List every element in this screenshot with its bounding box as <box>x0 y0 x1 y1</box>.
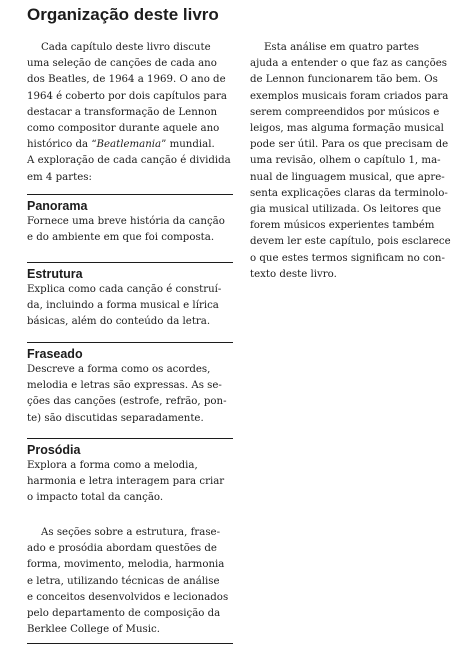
right-line: o que estes termos significam no con- <box>250 252 445 264</box>
section-line: Descreve a forma como os acordes, <box>27 364 211 375</box>
section-line: básicas, além do conteúdo da letra. <box>27 316 211 328</box>
section-line: ções das canções (estrofe, refrão, pon- <box>27 396 227 408</box>
intro-line: em 4 partes: <box>27 171 92 183</box>
section-heading: Estrutura <box>27 267 83 281</box>
section-line: Explica como cada canção é construí- <box>27 284 222 295</box>
section-estrutura <box>27 262 233 331</box>
section-divider <box>27 342 233 343</box>
section-line: harmonia e letra interagem para criar <box>27 476 225 488</box>
closing-line: pelo departamento de composição da <box>27 608 221 620</box>
section-prosodia <box>27 438 233 507</box>
right-line: texto deste livro. <box>250 268 337 280</box>
page-title: Organização deste livro <box>27 5 219 24</box>
beatlemania-emphasis: Beatlemania <box>96 139 162 151</box>
section-line: melodia e letras são expressas. As se- <box>27 380 222 392</box>
closing-line: ado e prosódia abordam questões de <box>27 543 217 555</box>
right-line: forem músicos experientes também <box>250 220 435 232</box>
closing-paragraph <box>27 525 233 638</box>
intro-line: como compositor durante aquele ano <box>27 123 220 135</box>
section-line: Fornece uma breve história da canção <box>27 216 225 227</box>
section-fraseado <box>27 342 233 427</box>
right-line: senta explicações claras da terminolo- <box>250 187 448 199</box>
right-line: uma revisão, olhem o capítulo 1, ma- <box>250 155 441 167</box>
intro-line: uma seleção de canções de cada ano <box>27 58 217 70</box>
section-line: te) são discutidas separadamente. <box>27 412 204 424</box>
right-line: ajuda a entender o que faz as canções <box>250 58 448 70</box>
closing-line: e letra, utilizando técnicas de análise <box>27 575 220 587</box>
intro-line: Cada capítulo deste livro discute <box>41 42 211 53</box>
intro-paragraph <box>27 40 233 186</box>
closing-line: e conceitos desenvolvidos e lecionados <box>27 591 229 603</box>
right-line: gia musical utilizada. Os leitores que <box>250 204 442 216</box>
right-line: exemplos musicais foram criados para <box>250 90 449 102</box>
intro-line: A exploração de cada canção é dividida <box>27 155 231 167</box>
section-line: e do ambiente em que foi composta. <box>27 232 215 244</box>
section-line: Explora a forma como a melodia, <box>27 460 198 471</box>
section-heading: Prosódia <box>27 443 81 457</box>
intro-text: ” mundial. <box>161 139 215 151</box>
closing-line: forma, movimento, melodia, harmonia <box>27 559 225 571</box>
closing-line: As seções sobre a estrutura, frase- <box>41 527 221 538</box>
intro-line: 1964 é coberto por dois capítulos para <box>27 90 227 102</box>
section-line: da, incluindo a forma musical e lírica <box>27 300 219 312</box>
right-column <box>250 40 455 283</box>
bottom-divider <box>27 643 233 644</box>
section-divider <box>27 194 233 195</box>
section-divider <box>27 438 233 439</box>
right-line: Esta análise em quatro partes <box>264 42 420 53</box>
right-line: leigos, mas alguma formação musical <box>250 123 444 135</box>
right-line: nual de linguagem musical, que apre- <box>250 171 445 183</box>
section-line: o impacto total da canção. <box>27 492 164 504</box>
section-heading: Fraseado <box>27 347 83 361</box>
section-divider <box>27 262 233 263</box>
closing-line: Berklee College of Music. <box>27 624 160 636</box>
intro-line: dos Beatles, de 1964 a 1969. O ano de <box>27 74 226 86</box>
section-panorama <box>27 194 233 246</box>
section-heading: Panorama <box>27 199 88 213</box>
intro-text: histórico da “ <box>27 139 97 151</box>
intro-line: destacar a transformação de Lennon <box>27 106 218 118</box>
right-line: serem compreendidos por músicos e <box>250 106 440 118</box>
intro-line-with-emphasis <box>27 137 233 153</box>
right-line: de Lennon funcionarem tão bem. Os <box>250 74 438 86</box>
right-line: devem ler este capítulo, pois esclarece <box>250 236 451 248</box>
right-line: pode ser útil. Para os que precisam de <box>250 139 449 151</box>
